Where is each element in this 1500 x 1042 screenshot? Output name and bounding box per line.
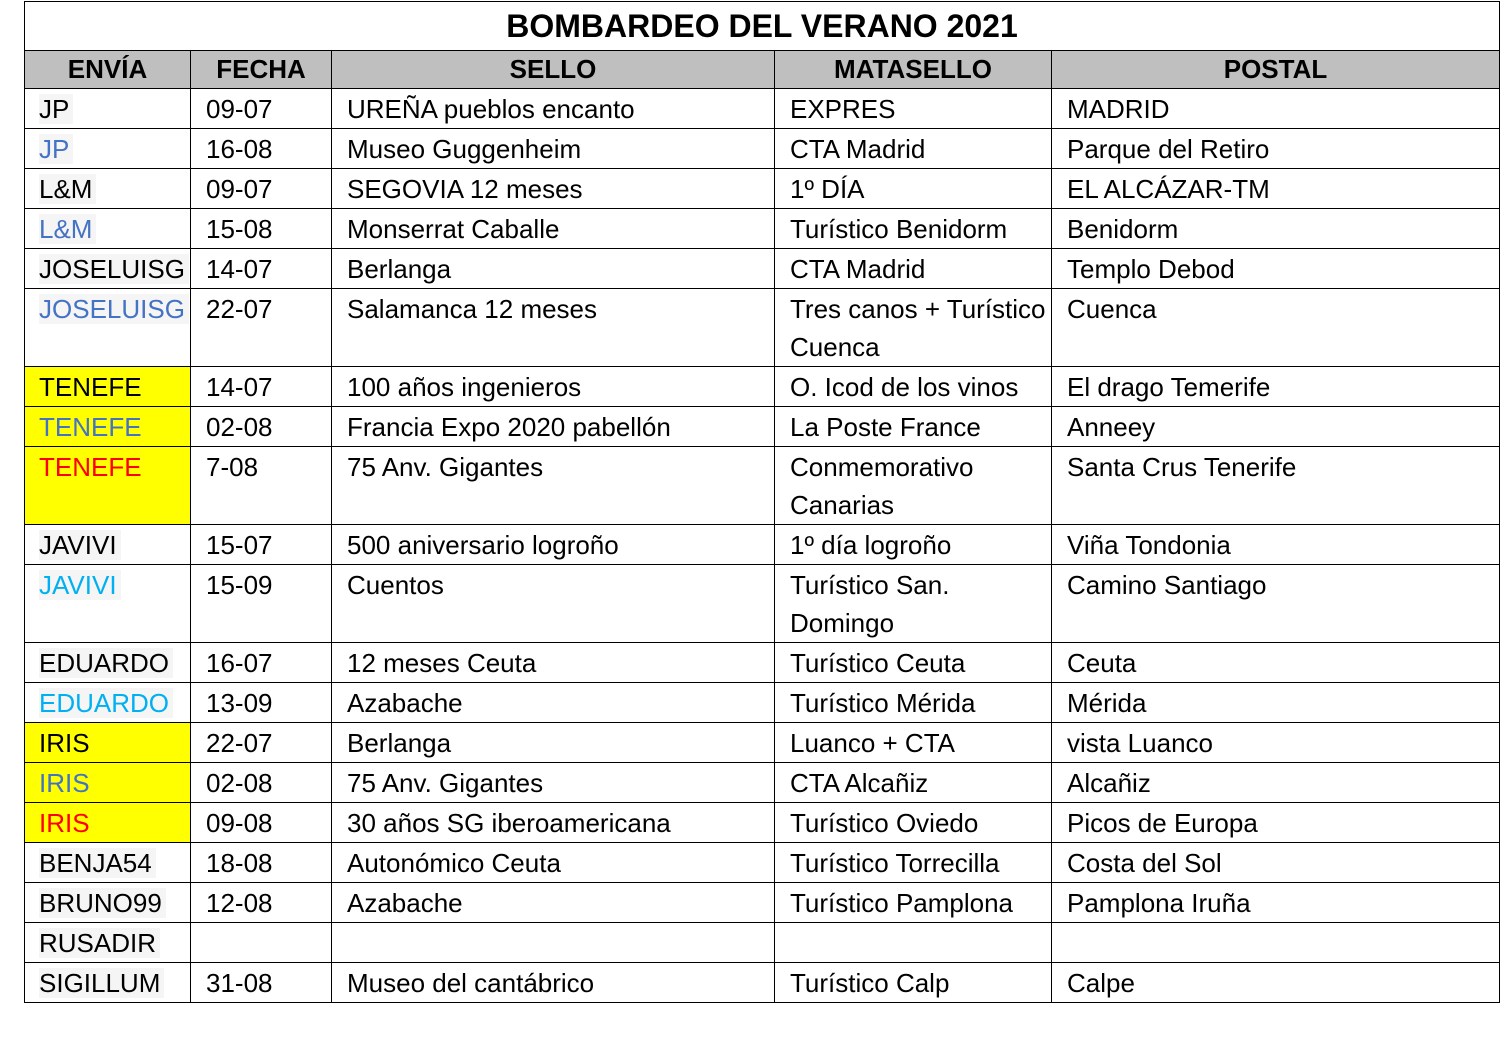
sender-name: JAVIVI [39, 530, 121, 560]
table-row [25, 89, 1500, 129]
fecha-cell: 16-07 [191, 643, 332, 683]
matasello-cell: CTA Alcañiz [775, 763, 1052, 803]
table-row [25, 169, 1500, 209]
sender-name: JAVIVI [39, 570, 121, 600]
sello-cell: 75 Anv. Gigantes [332, 447, 775, 525]
fecha-cell: 14-07 [191, 367, 332, 407]
fecha-cell: 09-08 [191, 803, 332, 843]
table-title: BOMBARDEO DEL VERANO 2021 [25, 2, 1500, 51]
sender-name: EDUARDO [39, 648, 173, 678]
matasello-cell: CTA Madrid [775, 249, 1052, 289]
sender-name: TENEFE [39, 452, 142, 482]
sender-cell [25, 763, 191, 803]
fecha-cell: 14-07 [191, 249, 332, 289]
matasello-cell: O. Icod de los vinos [775, 367, 1052, 407]
postal-cell: Calpe [1052, 963, 1500, 1003]
sender-name: BRUNO99 [39, 888, 166, 918]
sello-cell: Berlanga [332, 249, 775, 289]
sello-cell: Berlanga [332, 723, 775, 763]
table-body [25, 89, 1500, 1003]
matasello-cell: Turístico Oviedo [775, 803, 1052, 843]
fecha-cell: 16-08 [191, 129, 332, 169]
sender-cell [25, 803, 191, 843]
sender-cell [25, 883, 191, 923]
sender-name: JP [39, 134, 73, 164]
table-row [25, 565, 1500, 643]
postal-cell [1052, 923, 1500, 963]
postal-cell: Ceuta [1052, 643, 1500, 683]
fecha-cell: 12-08 [191, 883, 332, 923]
postal-cell: vista Luanco [1052, 723, 1500, 763]
fecha-cell: 15-09 [191, 565, 332, 643]
sello-cell: 100 años ingenieros [332, 367, 775, 407]
sender-name: L&M [39, 214, 96, 244]
sender-name: L&M [39, 174, 96, 204]
postal-cell: Templo Debod [1052, 249, 1500, 289]
table-row [25, 843, 1500, 883]
sender-cell [25, 89, 191, 129]
postal-cell: Parque del Retiro [1052, 129, 1500, 169]
postal-cell: Alcañiz [1052, 763, 1500, 803]
table-row [25, 525, 1500, 565]
sello-cell: Azabache [332, 683, 775, 723]
sender-name: BENJA54 [39, 848, 156, 878]
fecha-cell: 31-08 [191, 963, 332, 1003]
fecha-cell: 09-07 [191, 89, 332, 129]
matasello-cell: Turístico Calp [775, 963, 1052, 1003]
sender-name: JOSELUISG [39, 294, 189, 324]
table-row [25, 447, 1500, 525]
matasello-cell: Tres canos + Turístico Cuenca [775, 289, 1052, 367]
sender-cell [25, 723, 191, 763]
sender-cell [25, 643, 191, 683]
column-header-matasello: MATASELLO [775, 51, 1052, 89]
sello-cell: 75 Anv. Gigantes [332, 763, 775, 803]
sender-cell [25, 169, 191, 209]
sender-cell [25, 129, 191, 169]
fecha-cell: 22-07 [191, 289, 332, 367]
sender-cell [25, 249, 191, 289]
postal-cell: EL ALCÁZAR-TM [1052, 169, 1500, 209]
matasello-cell [775, 923, 1052, 963]
column-header-envia: ENVÍA [25, 51, 191, 89]
table-row [25, 803, 1500, 843]
table-row [25, 643, 1500, 683]
fecha-cell: 15-07 [191, 525, 332, 565]
table-row [25, 209, 1500, 249]
sello-cell: Museo Guggenheim [332, 129, 775, 169]
table-row [25, 963, 1500, 1003]
matasello-cell: 1º día logroño [775, 525, 1052, 565]
fecha-cell [191, 923, 332, 963]
summer-bombardment-table [24, 1, 1500, 1003]
sender-cell [25, 963, 191, 1003]
sender-name: TENEFE [39, 412, 142, 442]
matasello-cell: Turístico Mérida [775, 683, 1052, 723]
postal-cell: Benidorm [1052, 209, 1500, 249]
sello-cell [332, 923, 775, 963]
fecha-cell: 13-09 [191, 683, 332, 723]
matasello-cell: CTA Madrid [775, 129, 1052, 169]
sender-name: IRIS [39, 768, 90, 798]
matasello-cell: 1º DÍA [775, 169, 1052, 209]
sender-name: IRIS [39, 728, 90, 758]
postal-cell: Pamplona Iruña [1052, 883, 1500, 923]
table-row [25, 923, 1500, 963]
postal-cell: Viña Tondonia [1052, 525, 1500, 565]
matasello-cell: Luanco + CTA [775, 723, 1052, 763]
fecha-cell: 09-07 [191, 169, 332, 209]
sello-cell: SEGOVIA 12 meses [332, 169, 775, 209]
sender-name: EDUARDO [39, 688, 173, 718]
sender-name: TENEFE [39, 372, 142, 402]
matasello-cell: Turístico San. Domingo [775, 565, 1052, 643]
matasello-cell: La Poste France [775, 407, 1052, 447]
sender-cell [25, 565, 191, 643]
postal-cell: El drago Temerife [1052, 367, 1500, 407]
sender-cell [25, 923, 191, 963]
sender-cell [25, 289, 191, 367]
postal-cell: Santa Crus Tenerife [1052, 447, 1500, 525]
sello-cell: Cuentos [332, 565, 775, 643]
sello-cell: Monserrat Caballe [332, 209, 775, 249]
postal-cell: MADRID [1052, 89, 1500, 129]
fecha-cell: 02-08 [191, 763, 332, 803]
table-row [25, 289, 1500, 367]
sello-cell: 500 aniversario logroño [332, 525, 775, 565]
sello-cell: Autonómico Ceuta [332, 843, 775, 883]
sender-name: IRIS [39, 808, 90, 838]
matasello-cell: Conmemorativo Canarias [775, 447, 1052, 525]
fecha-cell: 18-08 [191, 843, 332, 883]
sender-cell [25, 209, 191, 249]
sender-cell [25, 525, 191, 565]
postal-cell: Picos de Europa [1052, 803, 1500, 843]
sello-cell: Francia Expo 2020 pabellón [332, 407, 775, 447]
sender-cell [25, 407, 191, 447]
sender-cell [25, 447, 191, 525]
table-row [25, 249, 1500, 289]
sender-cell [25, 843, 191, 883]
sello-cell: UREÑA pueblos encanto [332, 89, 775, 129]
fecha-cell: 15-08 [191, 209, 332, 249]
table-row [25, 367, 1500, 407]
sender-cell [25, 683, 191, 723]
postal-cell: Anneey [1052, 407, 1500, 447]
column-header-postal: POSTAL [1052, 51, 1500, 89]
fecha-cell: 02-08 [191, 407, 332, 447]
fecha-cell: 22-07 [191, 723, 332, 763]
sender-name: JOSELUISG [39, 254, 189, 284]
table-row [25, 763, 1500, 803]
matasello-cell: Turístico Pamplona [775, 883, 1052, 923]
matasello-cell: Turístico Benidorm [775, 209, 1052, 249]
sello-cell: Azabache [332, 883, 775, 923]
postal-cell: Costa del Sol [1052, 843, 1500, 883]
table-row [25, 407, 1500, 447]
table-row [25, 129, 1500, 169]
postal-cell: Mérida [1052, 683, 1500, 723]
postal-cell: Camino Santiago [1052, 565, 1500, 643]
sello-cell: Salamanca 12 meses [332, 289, 775, 367]
sender-name: RUSADIR [39, 928, 160, 958]
matasello-cell: Turístico Ceuta [775, 643, 1052, 683]
sello-cell: 30 años SG iberoamericana [332, 803, 775, 843]
table-row [25, 683, 1500, 723]
table-row [25, 723, 1500, 763]
table-row [25, 883, 1500, 923]
sender-name: SIGILLUM [39, 968, 164, 998]
sender-name: JP [39, 94, 73, 124]
postal-cell: Cuenca [1052, 289, 1500, 367]
fecha-cell: 7-08 [191, 447, 332, 525]
sender-cell [25, 367, 191, 407]
sello-cell: 12 meses Ceuta [332, 643, 775, 683]
header-row [25, 51, 1500, 89]
sello-cell: Museo del cantábrico [332, 963, 775, 1003]
matasello-cell: EXPRES [775, 89, 1052, 129]
column-header-sello: SELLO [332, 51, 775, 89]
matasello-cell: Turístico Torrecilla [775, 843, 1052, 883]
column-header-fecha: FECHA [191, 51, 332, 89]
